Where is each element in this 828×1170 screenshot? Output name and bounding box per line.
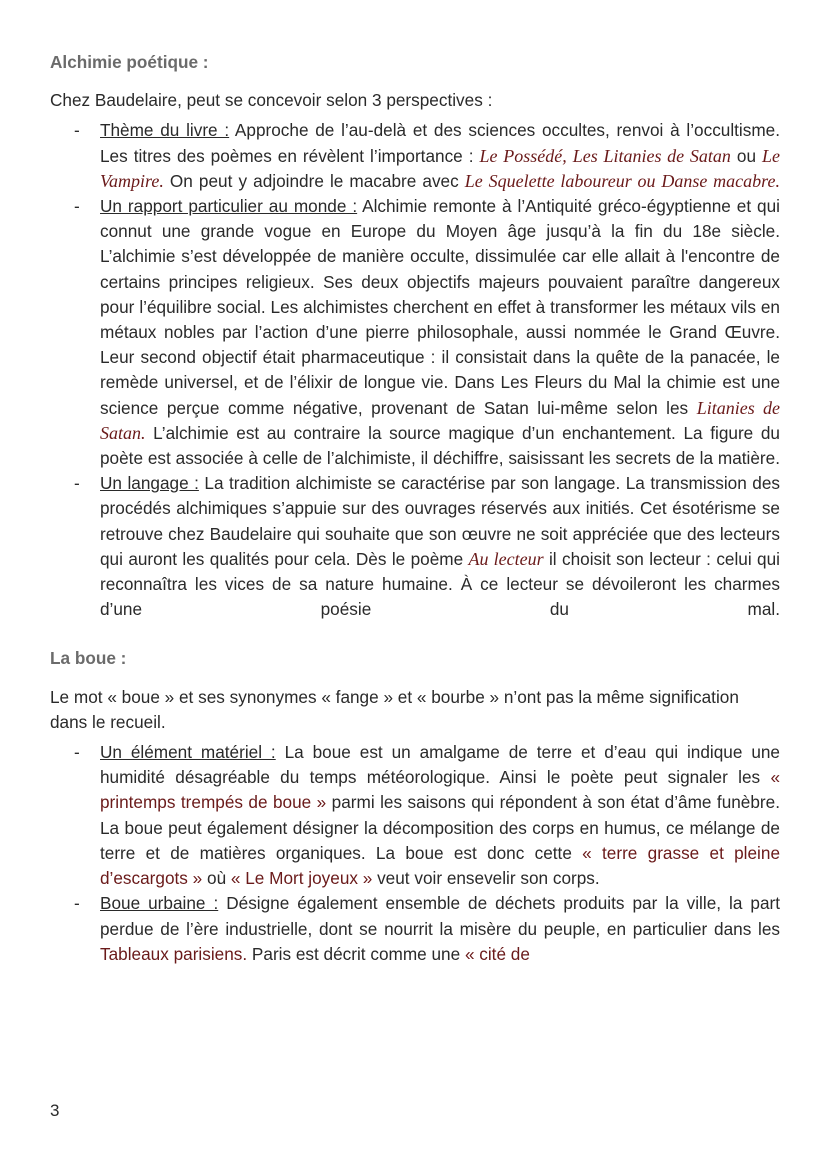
section-intro-boue: Le mot « boue » et ses synonymes « fange » et « bourbe » n’ont pas la même signification dans le recueil. bbox=[50, 686, 739, 732]
item-text: La tradition alchimiste se caractérise par son langage. La transmission des procédés alchimiques s’appuie sur des ouvrages réservés aux initiés. Cet ésotérisme se retrouve chez Baudelaire qui souhaite que son œuvre ne soit appréciée que des lecteurs qui auront les qualités pour cela. Dès le poème bbox=[100, 473, 780, 569]
boue-list bbox=[50, 740, 780, 967]
quote-cite-de: « cité de bbox=[464, 943, 530, 964]
list-item-theme bbox=[50, 118, 780, 194]
item-label-urbaine: Boue urbaine : bbox=[100, 893, 219, 914]
item-text: ou bbox=[631, 170, 662, 191]
list-item-langage bbox=[50, 471, 780, 622]
item-text: L’alchimie est au contraire la source magique d’un enchantement. La figure du poète est associée à celle de l’alchimiste, il déchiffre, saisissant les secrets de la matière. bbox=[100, 422, 780, 469]
quote-tableaux-parisiens: Tableaux parisiens. bbox=[100, 943, 248, 964]
item-text: Approche de l’au-delà et des sciences occultes, renvoi à l’occultisme. Les titres des poèmes en révèlent l’importance : bbox=[100, 120, 780, 166]
item-text: parmi les saisons qui répondent à son état d’âme funèbre. La boue peut également désigner la décomposition des corps en humus, ce mélange de terre et de matières organiques. La boue est donc cette bbox=[100, 792, 780, 863]
poem-title-vampire: Le Vampire. bbox=[100, 145, 781, 191]
section-gap bbox=[50, 622, 780, 646]
poem-title-litanies-2: Litanies de Satan. bbox=[100, 397, 780, 443]
section-title-alchimie: Alchimie poétique : bbox=[50, 52, 209, 72]
poem-title-litanies: Les Litanies de Satan bbox=[572, 145, 731, 166]
quote-mort-joyeux: « Le Mort joyeux » bbox=[230, 868, 373, 889]
item-text: Paris est décrit comme une bbox=[247, 943, 465, 964]
section-intro-alchimie: Chez Baudelaire, peut se concevoir selon 3 perspectives : bbox=[50, 90, 493, 111]
quote-terre-grasse: « terre grasse et pleine d’escargots » bbox=[100, 842, 780, 889]
list-item-materiel bbox=[50, 740, 780, 891]
item-text: veut voir ensevelir son corps. bbox=[372, 868, 600, 889]
item-text: La boue est un amalgame de terre et d’eau qui indique une humidité désagréable du temps météorologique. Ainsi le poète peut signaler les bbox=[100, 742, 780, 788]
list-item-rapport bbox=[50, 194, 780, 471]
alchimie-list bbox=[50, 118, 780, 622]
poem-title-squelette: Le Squelette laboureur bbox=[464, 170, 632, 191]
page-content bbox=[50, 50, 780, 967]
page-number: 3 bbox=[50, 1101, 60, 1120]
item-text: il choisit son lecteur : celui qui reconnaîtra les vices de sa nature humaine. À ce lecteur se dévoileront les charmes d’une poésie du mal. bbox=[100, 548, 780, 620]
item-label-materiel: Un élément matériel : bbox=[100, 742, 276, 763]
item-label-rapport: Un rapport particulier au monde : bbox=[100, 196, 358, 217]
poem-title-lecteur: Au lecteur bbox=[468, 548, 544, 569]
item-text: On peut y adjoindre le macabre avec bbox=[163, 170, 465, 191]
item-text: Alchimie remonte à l’Antiquité gréco-égyptienne et qui connut une grande vogue en Europe du Moyen âge jusqu’à la fin du 18e siècle. L’alchimie s’est développée de manière occulte, dissimulée car elle allait à l'encontre de certains principes religieux. Ses deux objectifs majeurs pouvaient paraître dangereux pour l’équilibre social. Les alchimistes cherchent en effet à transformer les métaux vils en métaux nobles par l’action d’une pierre philosophale, aussi nommée le Grand Œuvre. Leur second objectif était pharmaceutique : il consistait dans la quête de la panacée, le remède universel, et de l’élixir de longue vie. Dans Les Fleurs du Mal la chimie est une science perçue comme négative, provenant de Satan lui-même selon les bbox=[100, 196, 780, 418]
item-label-theme: Thème du livre : bbox=[100, 120, 230, 141]
item-label-langage: Un langage : bbox=[100, 473, 199, 494]
section-title-boue: La boue : bbox=[50, 648, 127, 669]
item-text: Désigne également ensemble de déchets produits par la ville, la part perdue de l’ère industrielle, dont se nourrit la misère du peuple, en particulier dans les bbox=[100, 893, 780, 939]
quote-printemps: « printemps trempés de boue » bbox=[100, 767, 780, 813]
item-text: ou bbox=[730, 145, 763, 166]
poem-title-danse: Danse macabre. bbox=[661, 170, 780, 191]
item-text: où bbox=[202, 868, 231, 889]
list-item-urbaine bbox=[50, 891, 780, 967]
poem-title-possede: Le Possédé, bbox=[479, 145, 567, 166]
